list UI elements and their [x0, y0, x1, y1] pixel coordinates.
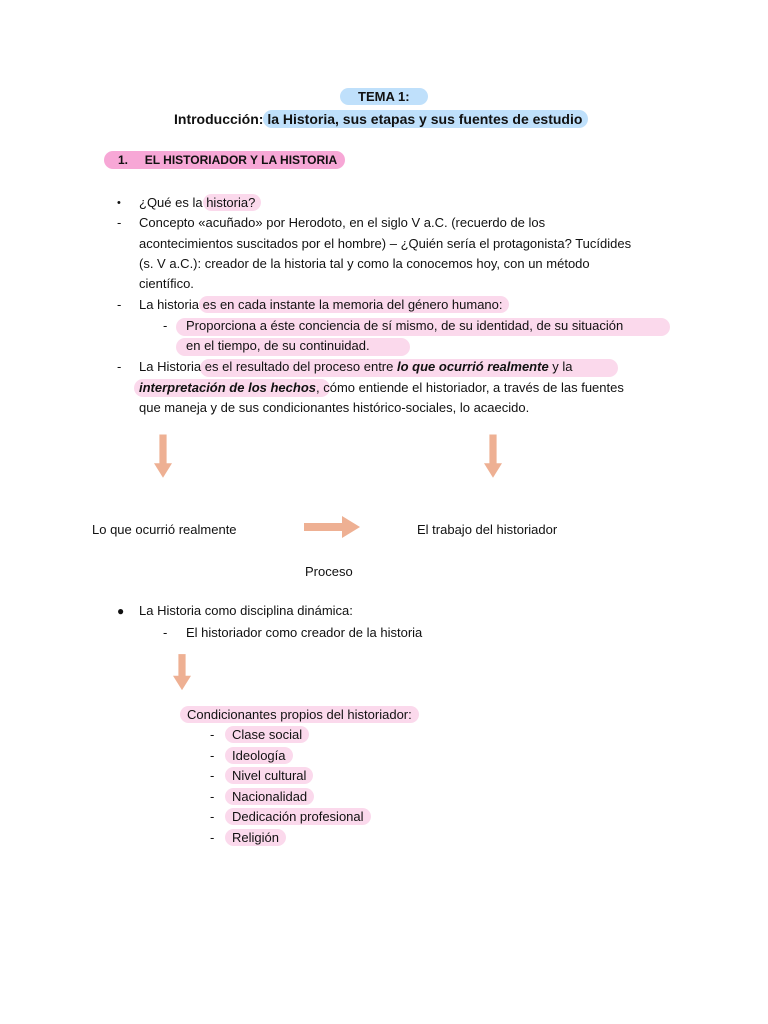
tema-title: [340, 89, 428, 104]
bullet-dot: •: [117, 197, 121, 209]
result-bold-2: interpretación de los hechos: [139, 380, 316, 395]
section-heading: [104, 151, 345, 169]
discipline-sub: El historiador como creador de la historia: [186, 625, 423, 640]
discipline-bullet: La Historia como disciplina dinámica:: [139, 603, 353, 618]
concept-line-2: acontecimientos suscitados por el hombre) – ¿Quién sería el protagonista? Tucídides: [139, 236, 632, 251]
diagram-center-label: Proceso: [305, 564, 353, 579]
dash: -: [210, 789, 215, 804]
condition-label: Dedicación profesional: [225, 808, 371, 825]
section-heading-pill: [104, 151, 345, 169]
intro-title: [174, 111, 588, 127]
bullet-question: [139, 193, 261, 213]
down-arrow-icon: [154, 432, 172, 482]
sub-line-1: Proporciona a éste conciencia de sí mismo, de su identidad, de su situación: [186, 318, 624, 333]
section-number: 1.: [118, 153, 129, 167]
condition-label: Clase social: [225, 726, 309, 743]
right-arrow-icon: [304, 516, 360, 538]
memory-prefix: La historia: [139, 297, 199, 312]
conditions-title: [180, 705, 419, 725]
condition-label: Nacionalidad: [225, 788, 314, 805]
question-highlight: historia?: [203, 194, 262, 211]
dash: -: [117, 297, 122, 312]
concept-line-1: Concepto «acuñado» por Herodoto, en el siglo V a.C. (recuerdo de los: [139, 215, 546, 230]
result-line-2: [139, 378, 624, 398]
list-item: [225, 766, 313, 786]
list-item: [225, 746, 293, 766]
dash: -: [163, 318, 168, 333]
section-title: EL HISTORIADOR Y LA HISTORIA: [144, 153, 338, 167]
intro-prefix: Introducción:: [174, 111, 264, 127]
list-item: [225, 787, 314, 807]
intro-highlight: la Historia, sus etapas y sus fuentes de estudio: [263, 110, 588, 128]
diagram-left-label: Lo que ocurrió realmente: [92, 522, 237, 537]
tema-label: TEMA 1:: [340, 88, 428, 105]
list-item: [225, 807, 371, 827]
result-prefix: La Historia: [139, 359, 202, 374]
bullet-dot: ●: [117, 604, 125, 618]
result-and: y la: [548, 359, 573, 374]
result-line-3: que maneja y de sus condicionantes histórico-sociales, lo acaecido.: [139, 400, 530, 415]
sub-line-2: en el tiempo, de su continuidad.: [186, 338, 370, 353]
diagram-right-label: El trabajo del historiador: [417, 522, 558, 537]
dash: -: [117, 215, 122, 230]
result-line-1: [139, 357, 573, 377]
down-arrow-icon: [484, 432, 502, 482]
memory-highlight: es en cada instante la memoria del género humano:: [199, 296, 509, 313]
question-prefix: ¿Qué es la: [139, 195, 203, 210]
memory-line: [139, 295, 509, 315]
concept-line-3: (s. V a.C.): creador de la historia tal y como la conocemos hoy, con un método: [139, 256, 590, 271]
list-item: [225, 828, 286, 848]
condition-label: Religión: [225, 829, 286, 846]
down-arrow-icon: [173, 652, 191, 694]
dash: -: [210, 809, 215, 824]
result-bold-1: lo que ocurrió realmente: [396, 359, 549, 374]
dash: -: [210, 727, 215, 742]
dash: -: [163, 625, 168, 640]
dash: -: [210, 768, 215, 783]
dash: -: [210, 830, 215, 845]
conditions-title-text: Condicionantes propios del historiador:: [180, 706, 419, 723]
dash: -: [117, 359, 122, 374]
concept-line-4: científico.: [139, 276, 194, 291]
result-highlight: es el resultado del proceso entre: [201, 359, 397, 374]
list-item: [225, 725, 309, 745]
result-rest: , cómo entiende el historiador, a través de las fuentes: [316, 380, 624, 395]
condition-label: Nivel cultural: [225, 767, 313, 784]
condition-label: Ideología: [225, 747, 293, 764]
dash: -: [210, 748, 215, 763]
